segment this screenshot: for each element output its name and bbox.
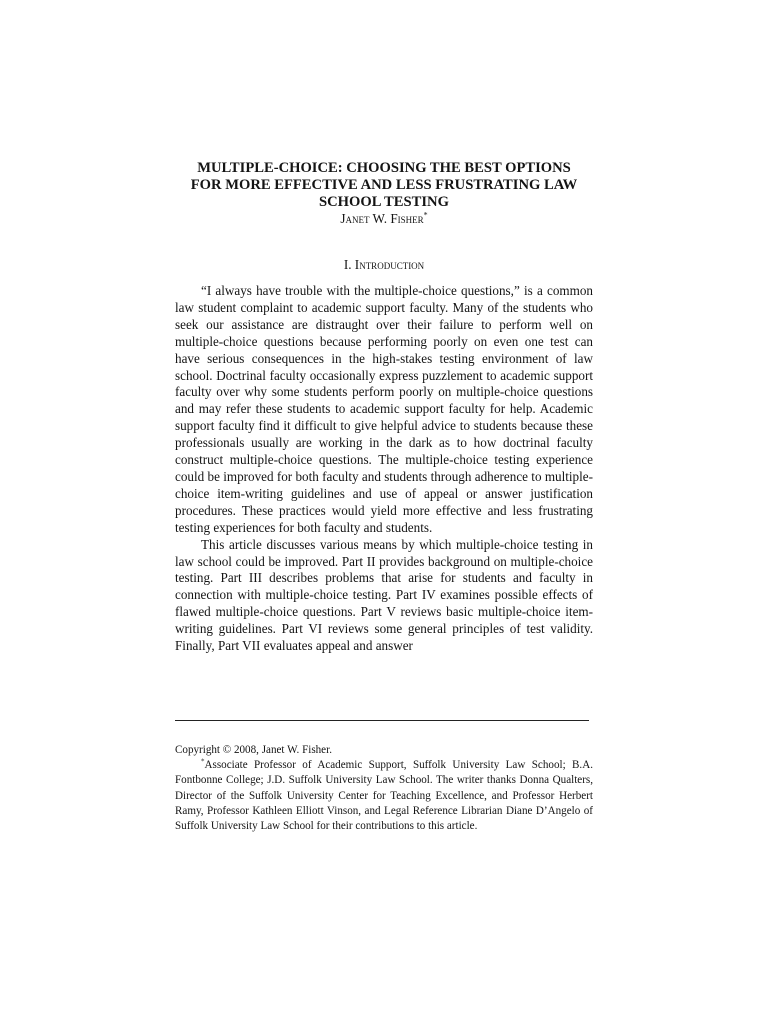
author-name: Janet W. Fisher bbox=[340, 211, 424, 226]
footnote-text: Associate Professor of Academic Support, Suffolk University Law School; B.A. Fontbonne College; J.D. Suffolk University Law School. The writer thanks Donna Qualters, Director of the Suffolk University Center for Teaching Excellence, and Professor Herbert Ramy, Professor Kathleen Elliott Vinson, and Legal Reference Librarian Diane D’Angelo of Suffolk University Law School for their contributions to this article. bbox=[175, 759, 593, 833]
article-title bbox=[175, 160, 593, 211]
body-paragraph-2: This article discusses various means by which multiple-choice testing in law school could be improved. Part II provides background on multiple-choice testing. Part III describes problems that arise for students and faculty in connection with multiple-choice testing. Part IV examines possible effects of flawed multiple-choice questions. Part V reviews basic multiple-choice item-writing guidelines. Part VI reviews some general principles of test validity. Finally, Part VII evaluates appeal and answer bbox=[175, 536, 593, 654]
title-line-3: SCHOOL TESTING bbox=[319, 194, 449, 210]
author-footnote-marker[interactable]: * bbox=[423, 210, 428, 220]
author-line bbox=[175, 211, 593, 227]
title-line-2: FOR MORE EFFECTIVE AND LESS FRUSTRATING LAW bbox=[190, 177, 578, 193]
section-heading: I. Introduction bbox=[343, 257, 425, 272]
footnote-marker: * bbox=[201, 757, 205, 766]
footnotes bbox=[175, 743, 593, 834]
title-line-1: MULTIPLE-CHOICE: CHOOSING THE BEST OPTIONS bbox=[197, 160, 571, 176]
body-paragraph-1: “I always have trouble with the multiple-choice questions,” is a common law student complaint to academic support faculty. Many of the students who seek our assistance are distraught over their failure to perform well on multiple-choice questions because performing poorly on even one test can have serious consequences in the high-stakes testing environment of law school. Doctrinal faculty occasionally express puzzlement to academic support faculty over why some students perform poorly on multiple-choice questions and may refer these students to academic support faculty for help. Academic support faculty find it difficult to give helpful advice to students because these professionals usually are working in the dark as to how doctrinal faculty construct multiple-choice questions. The multiple-choice testing experience could be improved for both faculty and students through adherence to multiple-choice item-writing guidelines and use of appeal or answer justification procedures. These practices would yield more effective and less frustrating testing experiences for both faculty and students. bbox=[175, 283, 593, 535]
article-page bbox=[175, 160, 593, 655]
copyright-notice: Copyright © 2008, Janet W. Fisher. bbox=[175, 744, 332, 756]
author-footnote bbox=[175, 758, 593, 834]
footnote-divider bbox=[175, 720, 589, 721]
